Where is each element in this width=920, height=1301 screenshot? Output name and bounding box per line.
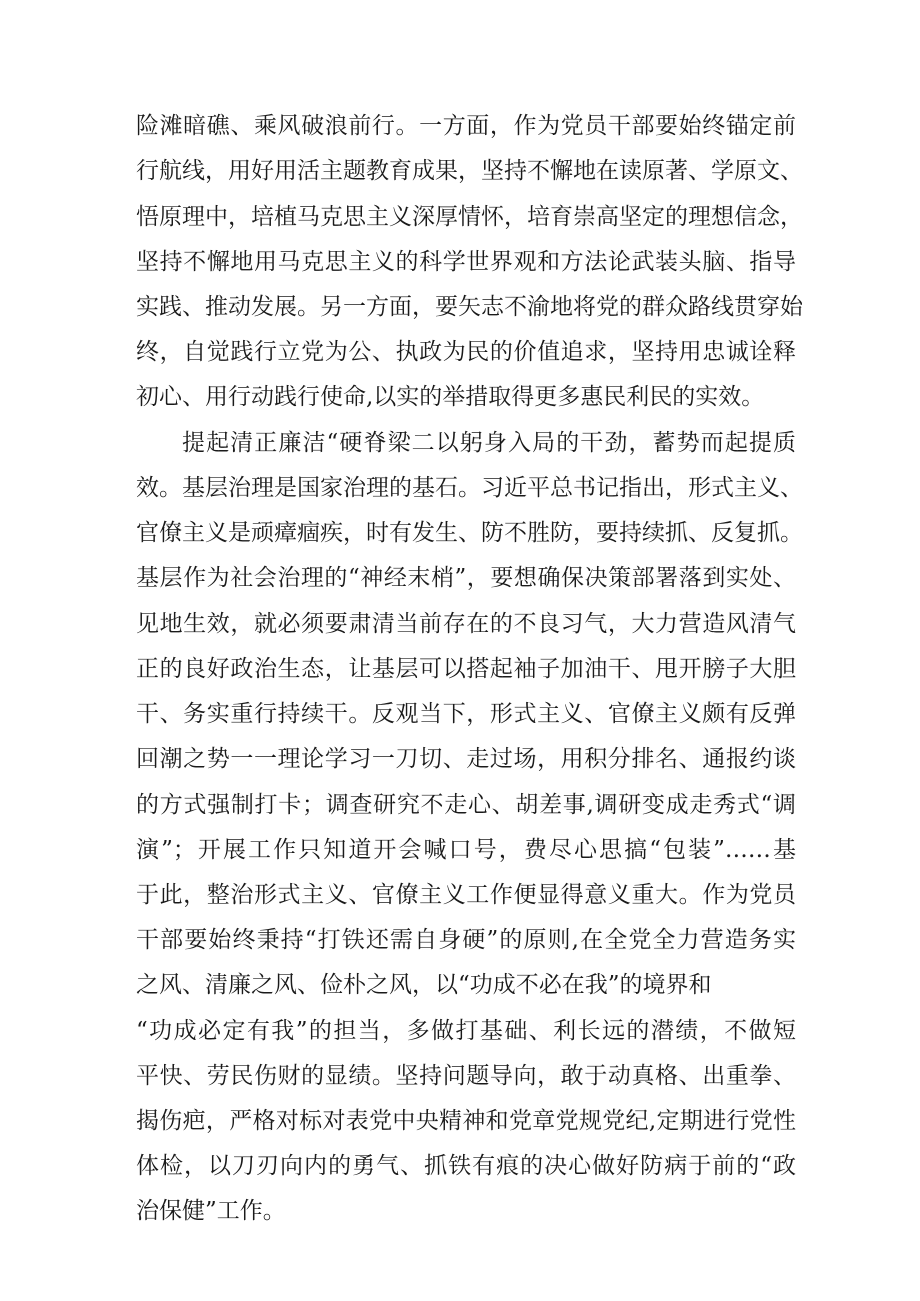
text-line: 效。基层治理是国家治理的基石。习近平总书记指出，形式主义、 — [136, 475, 803, 501]
text-line: 干部要始终秉持“打铁还需自身硬”的原则,在全党全力营造务实 — [136, 927, 796, 953]
text-line: 体检，以刀刃向内的勇气、抓铁有痕的决心做好防病于前的“政 — [136, 1153, 796, 1179]
text-line: 见地生效，就必须要肃清当前存在的不良习气，大力营造风清气 — [136, 611, 796, 637]
text-line: 于此，整治形式主义、官僚主义工作便显得意义重大。作为党员 — [136, 882, 796, 908]
text-line: 初心、用行动践行使命,以实的举措取得更多惠民利民的实效。 — [136, 384, 765, 410]
text-line: 干、务实重行持续干。反观当下，形式主义、官僚主义颇有反弹 — [136, 701, 796, 727]
text-line: 坚持不懈地用马克思主义的科学世界观和方法论武装头脑、指导 — [136, 249, 796, 275]
text-line: 行航线，用好用活主题教育成果，坚持不懈地在读原著、学原文、 — [136, 158, 803, 184]
text-line: 回潮之势一一理论学习一刀切、走过场，用积分排名、通报约谈 — [136, 746, 796, 772]
text-line: 平快、劳民伤财的显绩。坚持问题导向，敢于动真格、出重拳、 — [136, 1063, 796, 1089]
text-line: 之风、清廉之风、俭朴之风，以“功成不必在我”的境界和 — [136, 972, 712, 998]
text-line: 揭伤疤，严格对标对表党中央精神和党章党规党纪,定期进行党性 — [136, 1108, 796, 1134]
text-line: 演”；开展工作只知道开会喊口号，费尽心思搞“包装”……基 — [136, 837, 796, 863]
text-line: 治保健”工作。 — [136, 1198, 286, 1224]
paragraph-first-line: 提起清正廉洁“硬脊梁二以躬身入局的干劲，蓄势而起提质 — [182, 430, 796, 456]
text-line: 终，自觉践行立党为公、执政为民的价值追求，坚持用忠诚诠释 — [136, 339, 796, 365]
text-line: 官僚主义是顽瘴痼疾，时有发生、防不胜防，要持续抓、反复抓。 — [136, 520, 803, 546]
text-line: 的方式强制打卡；调查研究不走心、胡差事,调研变成走秀式“调 — [136, 792, 796, 818]
text-line: “功成必定有我”的担当，多做打基础、利长远的潜绩，不做短 — [136, 1018, 796, 1044]
text-line: 悟原理中，培植马克思主义深厚情怀，培育崇高坚定的理想信念， — [136, 204, 803, 230]
text-line: 正的良好政治生态，让基层可以搭起袖子加油干、甩开膀子大胆 — [136, 656, 796, 682]
text-line: 实践、推动发展。另一方面，要矢志不渝地将党的群众路线贯穿始 — [136, 294, 803, 320]
text-line: 基层作为社会治理的“神经末梢”，要想确保决策部署落到实处、 — [136, 565, 796, 591]
text-line: 险滩暗礁、乘风破浪前行。一方面，作为党员干部要始终锚定前 — [136, 113, 796, 139]
